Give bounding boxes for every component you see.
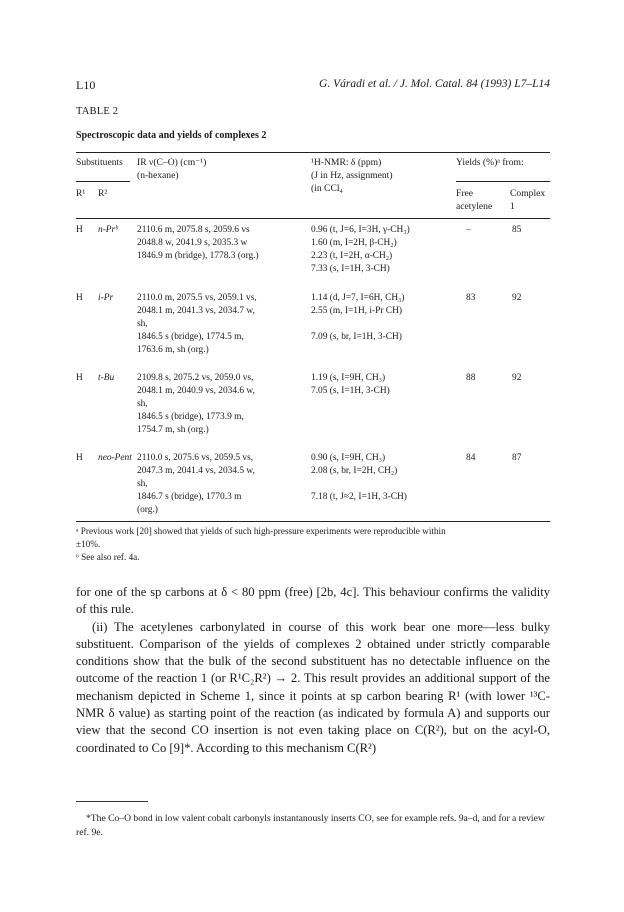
row4-ir-line: (org.) <box>137 505 158 515</box>
row3-nmr <box>311 372 390 398</box>
row2-nmr-line: 7.09 (s, br, I=1H, 3-CH) <box>311 332 402 342</box>
header-nmr <box>311 156 393 195</box>
row1-nmr-line: 0.96 (t, J=6, I=3H, γ-CH₃) <box>311 225 410 235</box>
body-paragraph-1: for one of the sp carbons at δ < 80 ppm (free) [2b, 4c]. This behaviour confirms the validity of this rule. <box>76 585 550 617</box>
table-header-rule <box>76 218 550 219</box>
header-complex <box>510 187 545 213</box>
row1-complex: 85 <box>512 225 522 235</box>
row1-r1: H <box>76 225 83 235</box>
row4-complex: 87 <box>512 453 522 463</box>
row3-ir <box>137 372 255 437</box>
row4-nmr-line: 7.18 (t, J≈2, I=1H, 3-CH) <box>311 492 407 502</box>
table-label: TABLE 2 <box>76 106 119 117</box>
row2-ir-line: sh, <box>137 319 148 329</box>
row4-free: 84 <box>466 453 476 463</box>
row3-ir-line: 1846.5 s (bridge), 1773.9 m, <box>137 412 244 422</box>
row3-ir-line: 2109.8 s, 2075.2 vs, 2059.0 vs, <box>137 373 254 383</box>
row4-r1: H <box>76 453 83 463</box>
header-free-line2: acetylene <box>456 201 493 212</box>
row3-complex: 92 <box>512 373 522 383</box>
header-nmr-line2: (J in Hz, assignment) <box>311 170 393 181</box>
row4-ir-line: 2110.0 s, 2075.6 vs, 2059.5 vs, <box>137 453 254 463</box>
row3-r2: t-Bu <box>98 373 115 383</box>
row4-ir-line: 2047.3 m, 2041.4 vs, 2034.5 w, <box>137 466 255 476</box>
header-r1: R¹ <box>76 188 86 199</box>
header-ir-line1: IR ν(C–O) (cm⁻¹) <box>137 157 207 168</box>
row2-ir-line: 1763.6 m, sh (org.) <box>137 345 209 355</box>
row3-free: 88 <box>466 373 476 383</box>
table-footnote-a <box>76 525 446 550</box>
row4-nmr <box>311 452 407 504</box>
header-nmr-line1: ¹H-NMR: δ (ppm) <box>311 157 382 168</box>
row2-nmr-line <box>311 318 405 331</box>
table-footnote-b: ᵇ See also ref. 4a. <box>76 552 140 562</box>
header-nmr-line3: (in CCl₄ <box>311 183 343 194</box>
row3-nmr-line: 7.05 (s, I=1H, 3-CH) <box>311 386 390 396</box>
row3-ir-line: 1754.7 m, sh (org.) <box>137 425 209 435</box>
row1-nmr-line: 1.60 (m, I=2H, β-CH₂) <box>311 238 397 248</box>
header-ir <box>137 156 206 182</box>
row4-nmr-line <box>311 478 407 491</box>
row1-ir <box>137 224 259 263</box>
header-yields: Yields (%)ᵃ from: <box>456 157 524 168</box>
row2-ir-line: 2110.0 m, 2075.5 vs, 2059.1 vs, <box>137 293 257 303</box>
header-r2: R² <box>98 188 108 199</box>
row2-nmr-line: 2.55 (m, I=1H, i-Pr CH) <box>311 306 402 316</box>
page-footnote-text: *The Co–O bond in low valent cobalt carbonyls instantanously inserts CO, see for example refs. 9a–d, and for a review ref. 9e. <box>76 813 545 838</box>
header-free <box>456 187 492 213</box>
table-footnote-a-line1: ᵃ Previous work [20] showed that yields of such high-pressure experiments were reproducible within <box>76 526 446 536</box>
row2-free: 83 <box>466 293 476 303</box>
row2-ir-line: 1846.5 s (bridge), 1774.5 m, <box>137 332 244 342</box>
row1-r2: n-Prᵇ <box>98 225 118 235</box>
row2-nmr <box>311 292 405 344</box>
yields-sub-rule <box>456 181 550 182</box>
page-footnote <box>76 812 550 840</box>
row2-r1: H <box>76 293 83 303</box>
row2-r2: i-Pr <box>98 293 114 303</box>
header-ir-line2: (n-hexane) <box>137 170 179 181</box>
row3-ir-line: 2048.1 m, 2040.9 vs, 2034.6 w, <box>137 386 255 396</box>
table-top-rule <box>76 152 550 153</box>
header-complex-line2: 1 <box>510 201 515 212</box>
row2-complex: 92 <box>512 293 522 303</box>
row3-r1: H <box>76 373 83 383</box>
row1-nmr-line: 7.33 (s, I=1H, 3-CH) <box>311 264 390 274</box>
header-complex-line1: Complex <box>510 188 546 199</box>
header-substituents: Substituents <box>76 157 123 168</box>
row1-nmr <box>311 224 410 276</box>
page-number: L10 <box>76 78 96 92</box>
row3-nmr-line: 1.19 (s, I=9H, CH₃) <box>311 373 386 383</box>
table-caption: Spectroscopic data and yields of complexes 2 <box>76 130 267 141</box>
header-free-line1: Free <box>456 188 474 199</box>
running-title: G. Váradi et al. / J. Mol. Catal. 84 (1993) L7–L14 <box>319 78 550 90</box>
row2-ir-line: 2048.1 m, 2041.3 vs, 2034.7 w, <box>137 306 255 316</box>
row2-ir <box>137 292 257 357</box>
row1-ir-line: 2110.6 m, 2075.8 s, 2059.6 vs <box>137 225 250 235</box>
body-text <box>76 584 550 757</box>
row3-ir-line: sh, <box>137 399 148 409</box>
row1-free: – <box>466 225 471 235</box>
footnote-rule <box>76 801 148 802</box>
row4-ir <box>137 452 255 517</box>
row4-nmr-line: 2.08 (s, br, I=2H, CH₂) <box>311 466 398 476</box>
row1-ir-line: 2048.8 w, 2041.9 s, 2035.3 w <box>137 238 248 248</box>
row4-nmr-line: 0.90 (s, I=9H, CH₃) <box>311 453 386 463</box>
row1-nmr-line: 2.23 (t, I=2H, α-CH₂) <box>311 251 393 261</box>
row4-ir-line: sh, <box>137 479 148 489</box>
row1-ir-line: 1846.9 m (bridge), 1778.3 (org.) <box>137 251 259 261</box>
table-footnote-a-line2: ±10%. <box>76 538 101 549</box>
row4-r2: neo-Pent <box>98 453 132 463</box>
body-paragraph-2: (ii) The acetylenes carbonylated in course of this work bear one more—less bulky substituent. Comparison of the yields of complexes 2 obtained under strictly comparable conditions show that the bulk of the second substituent has no detectable influence on the outcome of the reaction 1 (or R¹C₂R²) → 2. This result provides an additional support of the mechanism depicted in Scheme 1, since it points at sp carbon bearing R¹ (with lower ¹³C-NMR δ value) as starting point of the reaction (as indicated by formula A) and supports our view that the second CO insertion is not even taking place on C(R²), but on the acyl-O, coordinated to Co [9]*. According to this mechanism C(R²) <box>76 619 550 755</box>
table-bottom-rule <box>76 521 550 522</box>
substituents-sub-rule <box>76 181 130 182</box>
row2-nmr-line: 1.14 (d, J=7, I=6H, CH₃) <box>311 293 405 303</box>
row4-ir-line: 1846.7 s (bridge), 1770.3 m <box>137 492 242 502</box>
